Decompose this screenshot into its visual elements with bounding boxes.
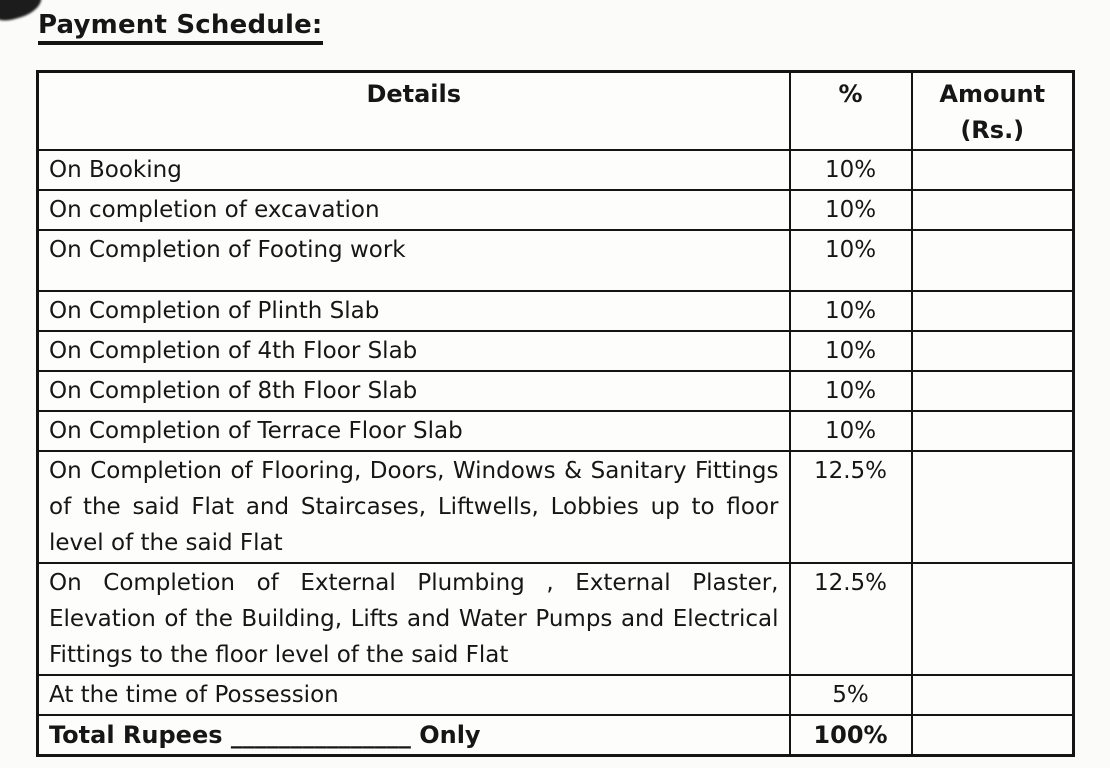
column-header-percent: %	[790, 71, 912, 150]
payment-schedule-table	[36, 70, 1075, 757]
column-header-details: Details	[38, 71, 790, 150]
row-percent-cell: 100%	[790, 715, 912, 756]
title-row	[38, 11, 1110, 45]
row-amount-cell	[912, 371, 1074, 411]
row-details-cell: On completion of excavation	[38, 190, 790, 230]
row-details-cell: On Booking	[38, 150, 790, 190]
row-details-cell: On Completion of Flooring, Doors, Windows & Sanitary Fittings of the said Flat and Staircases, Liftwells, Lobbies up to floor level of the said Flat	[38, 451, 790, 563]
row-percent-cell: 10%	[790, 371, 912, 411]
row-percent-cell: 10%	[790, 190, 912, 230]
row-details-cell: On Completion of Plinth Slab	[38, 291, 790, 331]
row-details-cell: On Completion of External Plumbing , External Plaster, Elevation of the Building, Lifts and Water Pumps and Electrical Fittings to the floor level of the said Flat	[38, 563, 790, 675]
row-details-cell: On Completion of Footing work	[38, 230, 790, 291]
row-amount-cell	[912, 190, 1074, 230]
table-row	[38, 411, 1074, 451]
row-details-cell: On Completion of Terrace Floor Slab	[38, 411, 790, 451]
row-percent-cell: 5%	[790, 675, 912, 715]
table-row	[38, 563, 1074, 675]
row-percent-cell: 12.5%	[790, 563, 912, 675]
row-percent-cell: 10%	[790, 150, 912, 190]
row-percent-cell: 10%	[790, 411, 912, 451]
row-details-cell: At the time of Possession	[38, 675, 790, 715]
table-row	[38, 715, 1074, 756]
row-details-cell: On Completion of 8th Floor Slab	[38, 371, 790, 411]
column-header-amount	[912, 71, 1074, 150]
table-row	[38, 150, 1074, 190]
row-amount-cell	[912, 291, 1074, 331]
row-percent-cell: 10%	[790, 230, 912, 291]
row-amount-cell	[912, 331, 1074, 371]
row-percent-cell: 10%	[790, 291, 912, 331]
table-row	[38, 331, 1074, 371]
table-row	[38, 371, 1074, 411]
row-percent-cell: 10%	[790, 331, 912, 371]
row-amount-cell	[912, 230, 1074, 291]
row-amount-cell	[912, 715, 1074, 756]
row-percent-cell: 12.5%	[790, 451, 912, 563]
table-row	[38, 675, 1074, 715]
row-amount-cell	[912, 411, 1074, 451]
row-amount-cell	[912, 150, 1074, 190]
row-amount-cell	[912, 675, 1074, 715]
row-details-cell: On Completion of 4th Floor Slab	[38, 331, 790, 371]
table-row	[38, 291, 1074, 331]
row-details-cell: Total Rupees _______________ Only	[38, 715, 790, 756]
page-title: Payment Schedule:	[38, 11, 323, 45]
table-row	[38, 190, 1074, 230]
table-header-row	[38, 71, 1074, 150]
column-header-amount-line1: Amount	[939, 79, 1046, 108]
row-amount-cell	[912, 451, 1074, 563]
table-row	[38, 451, 1074, 563]
row-amount-cell	[912, 563, 1074, 675]
column-header-amount-line2: (Rs.)	[960, 115, 1025, 144]
table-body	[38, 150, 1074, 756]
table-row	[38, 230, 1074, 291]
